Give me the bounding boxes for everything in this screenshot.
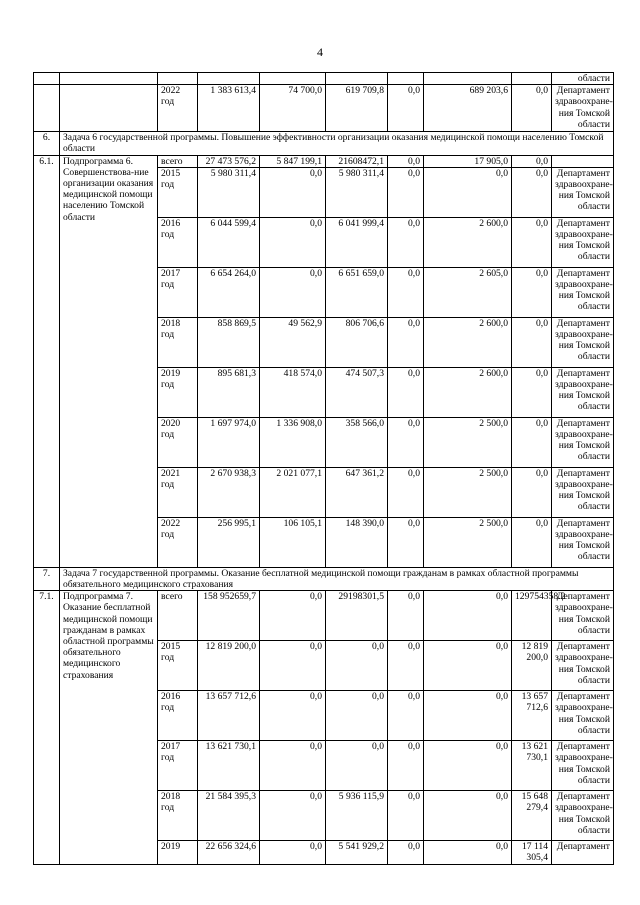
tfoms-cell: 0,0: [424, 641, 512, 691]
cell-empty: [60, 85, 158, 132]
department-cell: Департамент здравоохране-ния Томской области: [552, 417, 614, 467]
cell-empty: [60, 73, 158, 85]
other-cell: 12 819 200,0: [512, 641, 552, 691]
federal-budget-cell: 5 847 199,1: [260, 155, 326, 167]
regional-budget-cell: 619 709,8: [326, 85, 388, 132]
other-cell: 0,0: [512, 85, 552, 132]
other-cell: 0,0: [512, 267, 552, 317]
year-cell: 2019 год: [158, 367, 198, 417]
department-cell: Департамент здравоохране-ния Томской области: [552, 167, 614, 217]
total-cell: 858 869,5: [198, 317, 260, 367]
tfoms-cell: 0,0: [424, 741, 512, 791]
task-text: Задача 6 государственной программы. Повышение эффективности организации оказания медицинской помощи населению Томской области: [60, 132, 614, 155]
tfoms-cell: 2 605,0: [424, 267, 512, 317]
year-cell: 2015 год: [158, 641, 198, 691]
total-cell: 21 584 395,3: [198, 791, 260, 841]
local-budget-cell: 0,0: [388, 841, 424, 864]
tfoms-cell: 0,0: [424, 167, 512, 217]
cell-empty: [326, 73, 388, 85]
other-cell: 15 648 279,4: [512, 791, 552, 841]
other-cell: 13 621 730,1: [512, 741, 552, 791]
local-budget-cell: 0,0: [388, 217, 424, 267]
total-cell: 6 044 599,4: [198, 217, 260, 267]
total-cell: 6 654 264,0: [198, 267, 260, 317]
table-row: [34, 155, 614, 167]
regional-budget-cell: 6 041 999,4: [326, 217, 388, 267]
federal-budget-cell: 0,0: [260, 267, 326, 317]
task-number: 7.: [34, 567, 60, 590]
local-budget-cell: 0,0: [388, 317, 424, 367]
regional-budget-cell: 6 651 659,0: [326, 267, 388, 317]
other-cell: 129754358.2: [512, 591, 552, 641]
other-cell: 0,0: [512, 317, 552, 367]
department-cell: Департамент здравоохране-ния Томской области: [552, 791, 614, 841]
regional-budget-cell: 0,0: [326, 741, 388, 791]
total-cell: 895 681,3: [198, 367, 260, 417]
regional-budget-cell: 806 706,6: [326, 317, 388, 367]
federal-budget-cell: 418 574,0: [260, 367, 326, 417]
total-cell: 5 980 311,4: [198, 167, 260, 217]
local-budget-cell: 0,0: [388, 417, 424, 467]
total-cell: 2 670 938,3: [198, 467, 260, 517]
regional-budget-cell: 5 980 311,4: [326, 167, 388, 217]
regional-budget-cell: 0,0: [326, 691, 388, 741]
local-budget-cell: 0,0: [388, 517, 424, 567]
local-budget-cell: 0,0: [388, 167, 424, 217]
cell-empty: [424, 73, 512, 85]
year-cell: 2022 год: [158, 85, 198, 132]
total-cell: 22 656 324,6: [198, 841, 260, 864]
cell-empty: [198, 73, 260, 85]
total-cell: 13 657 712,6: [198, 691, 260, 741]
regional-budget-cell: 358 566,0: [326, 417, 388, 467]
year-cell: 2017 год: [158, 267, 198, 317]
local-budget-cell: 0,0: [388, 691, 424, 741]
regional-budget-cell: 5 541 929,2: [326, 841, 388, 864]
other-cell: 0,0: [512, 417, 552, 467]
year-cell: 2016 год: [158, 691, 198, 741]
department-cell: Департамент здравоохране-ния Томской области: [552, 467, 614, 517]
federal-budget-cell: 0,0: [260, 167, 326, 217]
department-cell: Департамент здравоохране-ния Томской области: [552, 591, 614, 641]
department-cell: Департамент здравоохране-ния Томской области: [552, 367, 614, 417]
federal-budget-cell: 1 336 908,0: [260, 417, 326, 467]
federal-budget-cell: 0,0: [260, 741, 326, 791]
tfoms-cell: 2 500,0: [424, 517, 512, 567]
year-cell: 2015 год: [158, 167, 198, 217]
other-cell: 0,0: [512, 155, 552, 167]
tfoms-cell: 2 600,0: [424, 317, 512, 367]
regional-budget-cell: 148 390,0: [326, 517, 388, 567]
total-cell: 158 952659,7: [198, 591, 260, 641]
tfoms-cell: 2 500,0: [424, 467, 512, 517]
subprogram-name: Подпрограмма 7. Оказание бесплатной медицинской помощи гражданам в рамках областной программы обязательного медицинского страхования: [60, 591, 158, 864]
department-cell: Департамент здравоохране-ния Томской области: [552, 267, 614, 317]
federal-budget-cell: 0,0: [260, 641, 326, 691]
total-cell: 1 383 613,4: [198, 85, 260, 132]
tfoms-cell: 2 600,0: [424, 217, 512, 267]
regional-budget-cell: 647 361,2: [326, 467, 388, 517]
year-cell: 2020 год: [158, 417, 198, 467]
local-budget-cell: 0,0: [388, 85, 424, 132]
table-row: [34, 591, 614, 641]
year-cell: 2017 год: [158, 741, 198, 791]
federal-budget-cell: 0,0: [260, 217, 326, 267]
page-number: 4: [317, 45, 323, 59]
total-cell: 256 995,1: [198, 517, 260, 567]
department-cell: Департамент здравоохране-ния Томской области: [552, 517, 614, 567]
cell-empty: [260, 73, 326, 85]
budget-table: [33, 72, 614, 865]
regional-budget-cell: 5 936 115,9: [326, 791, 388, 841]
subprogram-number: 6.1.: [34, 155, 60, 567]
tfoms-cell: 17 905,0: [424, 155, 512, 167]
year-cell: 2022 год: [158, 517, 198, 567]
tfoms-cell: 0,0: [424, 691, 512, 741]
subprogram-number: 7.1.: [34, 591, 60, 864]
federal-budget-cell: 74 700,0: [260, 85, 326, 132]
federal-budget-cell: 0,0: [260, 841, 326, 864]
tfoms-cell: 0,0: [424, 591, 512, 641]
federal-budget-cell: 2 021 077,1: [260, 467, 326, 517]
department-cell: Департамент здравоохране-ния Томской области: [552, 317, 614, 367]
local-budget-cell: 0,0: [388, 267, 424, 317]
local-budget-cell: 0,0: [388, 741, 424, 791]
local-budget-cell: 0,0: [388, 791, 424, 841]
cell-empty: [158, 73, 198, 85]
regional-budget-cell: 0,0: [326, 641, 388, 691]
year-cell: всего: [158, 155, 198, 167]
subprogram-name: Подпрограмма 6. Совершенствова-ние организации оказания медицинской помощи населению Томской области: [60, 155, 158, 567]
department-cell: Департамент здравоохране-ния Томской области: [552, 85, 614, 132]
regional-budget-cell: 29198301,5: [326, 591, 388, 641]
other-cell: 0,0: [512, 467, 552, 517]
local-budget-cell: 0,0: [388, 641, 424, 691]
regional-budget-cell: 21608472,1: [326, 155, 388, 167]
local-budget-cell: 0,0: [388, 367, 424, 417]
tfoms-cell: 0,0: [424, 841, 512, 864]
local-budget-cell: 0,0: [388, 155, 424, 167]
task-number: 6.: [34, 132, 60, 155]
task-text: Задача 7 государственной программы. Оказание бесплатной медицинской помощи гражданам в рамках областной программы обязательного медицинского страхования: [60, 567, 614, 590]
total-cell: 13 621 730,1: [198, 741, 260, 791]
total-cell: 1 697 974,0: [198, 417, 260, 467]
local-budget-cell: 0,0: [388, 591, 424, 641]
year-cell: 2018 год: [158, 791, 198, 841]
other-cell: 0,0: [512, 217, 552, 267]
year-cell: 2016 год: [158, 217, 198, 267]
task-row: [34, 132, 614, 155]
total-cell: 12 819 200,0: [198, 641, 260, 691]
department-cell: Департамент: [552, 841, 614, 864]
year-cell: 2018 год: [158, 317, 198, 367]
federal-budget-cell: 0,0: [260, 591, 326, 641]
local-budget-cell: 0,0: [388, 467, 424, 517]
cell-empty: [388, 73, 424, 85]
year-cell: 2019: [158, 841, 198, 864]
other-cell: 0,0: [512, 517, 552, 567]
other-cell: 0,0: [512, 367, 552, 417]
total-cell: 27 473 576,2: [198, 155, 260, 167]
department-cell: Департамент здравоохране-ния Томской области: [552, 691, 614, 741]
table-row: [34, 85, 614, 132]
tfoms-cell: 0,0: [424, 791, 512, 841]
department-cell: Департамент здравоохране-ния Томской области: [552, 641, 614, 691]
other-cell: 0,0: [512, 167, 552, 217]
federal-budget-cell: 0,0: [260, 691, 326, 741]
department-cell: [552, 155, 614, 167]
department-cell: Департамент здравоохране-ния Томской области: [552, 217, 614, 267]
tfoms-cell: 689 203,6: [424, 85, 512, 132]
federal-budget-cell: 106 105,1: [260, 517, 326, 567]
header-continuation-row: [34, 73, 614, 85]
department-cell: Департамент здравоохране-ния Томской области: [552, 741, 614, 791]
cell-empty: [34, 85, 60, 132]
federal-budget-cell: 49 562,9: [260, 317, 326, 367]
tfoms-cell: 2 600,0: [424, 367, 512, 417]
department-cell: области: [552, 73, 614, 85]
cell-empty: [512, 73, 552, 85]
year-cell: всего: [158, 591, 198, 641]
federal-budget-cell: 0,0: [260, 791, 326, 841]
other-cell: 13 657 712,6: [512, 691, 552, 741]
other-cell: 17 114 305,4: [512, 841, 552, 864]
cell-empty: [34, 73, 60, 85]
year-cell: 2021 год: [158, 467, 198, 517]
task-row: [34, 567, 614, 590]
regional-budget-cell: 474 507,3: [326, 367, 388, 417]
tfoms-cell: 2 500,0: [424, 417, 512, 467]
